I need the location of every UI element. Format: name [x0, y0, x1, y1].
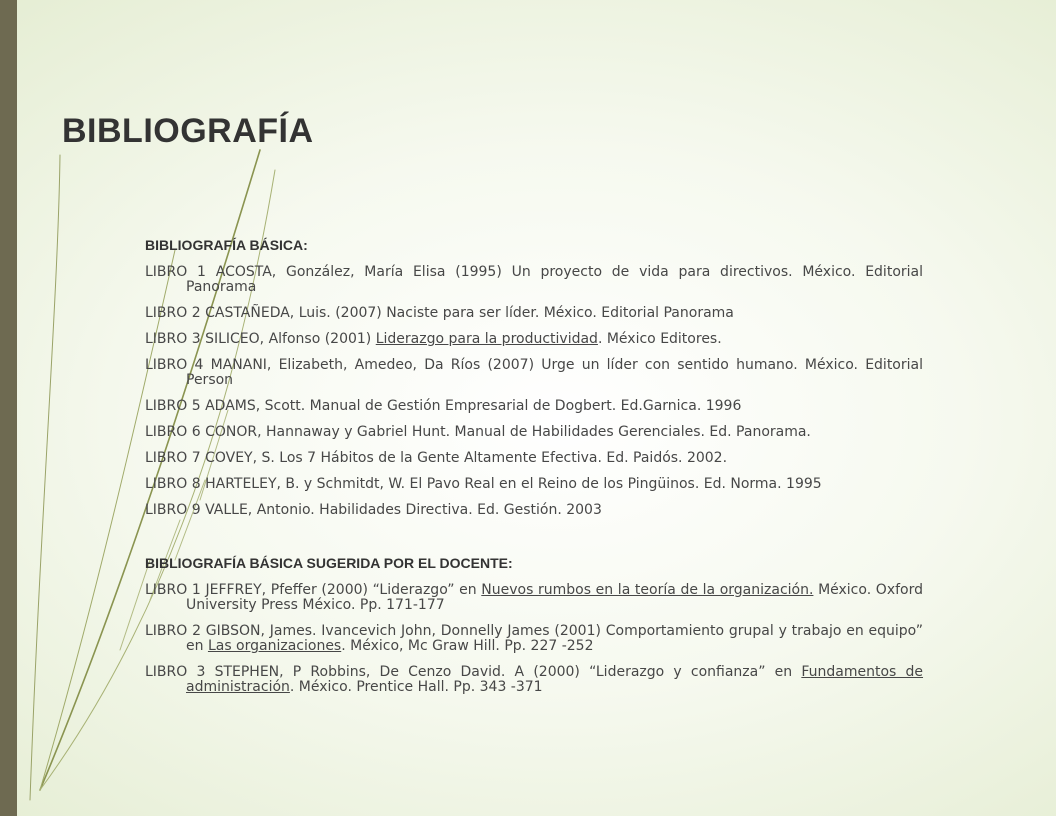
bibliography-entry: LIBRO 5 ADAMS, Scott. Manual de Gestión Empresarial de Dogbert. Ed.Garnica. 1996	[145, 398, 742, 414]
bibliography-entry: LIBRO 2 GIBSON, James. Ivancevich John, Donnelly James (2001) Comportamiento grupal y trabajo en equipo” en Las organizaciones. México, Mc Graw Hill. Pp. 227 -252	[145, 623, 923, 654]
book-title-link[interactable]: Fundamentos de administración	[186, 664, 924, 695]
bibliography-entry: LIBRO 4 MANANI, Elizabeth, Amedeo, Da Ríos (2007) Urge un líder con sentido humano. México. Editorial Person	[145, 357, 923, 388]
bibliography-content	[145, 237, 923, 706]
book-title-link[interactable]: Nuevos rumbos en la teoría de la organización.	[481, 582, 814, 598]
bibliography-entry: LIBRO 8 HARTELEY, B. y Schmitdt, W. El Pavo Real en el Reino de los Pingüinos. Ed. Norma. 1995	[145, 476, 822, 492]
bibliography-entry: LIBRO 2 CASTAÑEDA, Luis. (2007) Naciste para ser líder. México. Editorial Panorama	[145, 305, 734, 321]
bibliography-entry: LIBRO 7 COVEY, S. Los 7 Hábitos de la Gente Altamente Efectiva. Ed. Paidós. 2002.	[145, 450, 728, 466]
section-heading-basic: BIBLIOGRAFÍA BÁSICA:	[145, 237, 308, 253]
bibliography-entry: LIBRO 6 CONOR, Hannaway y Gabriel Hunt. Manual de Habilidades Gerenciales. Ed. Panorama.	[145, 424, 811, 440]
bibliography-entry: LIBRO 3 SILICEO, Alfonso (2001) Liderazgo para la productividad. México Editores.	[145, 331, 722, 347]
page-title: BIBLIOGRAFÍA	[62, 112, 314, 150]
bibliography-entry: LIBRO 1 JEFFREY, Pfeffer (2000) “Liderazgo” en Nuevos rumbos en la teoría de la organización. México. Oxford University Press México. Pp. 171-177	[145, 582, 923, 613]
left-accent-bar	[0, 0, 17, 816]
section-heading-suggested: BIBLIOGRAFÍA BÁSICA SUGERIDA POR EL DOCENTE:	[145, 555, 513, 571]
bibliography-entry: LIBRO 9 VALLE, Antonio. Habilidades Directiva. Ed. Gestión. 2003	[145, 502, 602, 518]
bibliography-entry: LIBRO 3 STEPHEN, P Robbins, De Cenzo David. A (2000) “Liderazgo y confianza” en Fundamentos de administración. México. Prentice Hall. Pp. 343 -371	[145, 664, 924, 695]
bibliography-entry: LIBRO 1 ACOSTA, González, María Elisa (1995) Un proyecto de vida para directivos. México. Editorial Panorama	[145, 264, 923, 295]
section-spacer	[145, 529, 923, 555]
book-title-link[interactable]: Liderazgo para la productividad	[375, 331, 598, 347]
book-title-link[interactable]: Las organizaciones	[207, 638, 342, 654]
